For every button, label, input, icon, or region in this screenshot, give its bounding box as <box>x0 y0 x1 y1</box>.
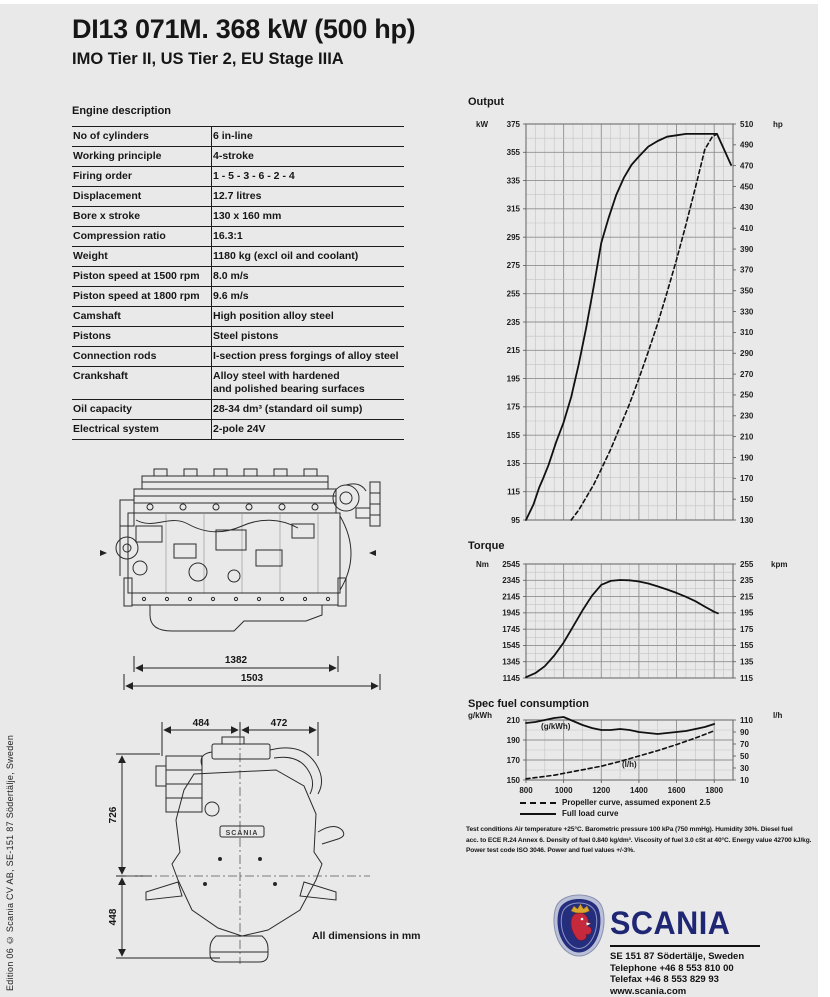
torque-chart-title: Torque <box>468 540 505 552</box>
address-line: SE 151 87 Södertälje, Sweden <box>610 951 745 962</box>
svg-text:kpm: kpm <box>771 560 788 569</box>
svg-text:(g/kWh): (g/kWh) <box>541 722 571 731</box>
svg-text:2145: 2145 <box>502 592 520 602</box>
svg-text:235: 235 <box>506 317 520 327</box>
svg-text:115: 115 <box>740 673 753 683</box>
svg-text:110: 110 <box>740 715 753 725</box>
svg-text:95: 95 <box>511 515 520 525</box>
svg-text:Nm: Nm <box>476 560 489 569</box>
svg-text:1745: 1745 <box>502 624 520 634</box>
svg-text:315: 315 <box>506 204 520 214</box>
table-row: Oil capacity 28-34 dm³ (standard oil sump) <box>72 400 404 420</box>
svg-text:290: 290 <box>740 349 754 359</box>
edition-note: Edition 06 © Scania CV AB, SE-151 87 Södertälje, Sweden <box>5 734 15 991</box>
svg-text:1145: 1145 <box>502 673 520 683</box>
svg-text:230: 230 <box>740 411 754 421</box>
legend-full-load-curve: Full load curve <box>520 808 711 819</box>
svg-text:355: 355 <box>506 148 520 158</box>
table-row: Displacement 12.7 litres <box>72 187 404 207</box>
table-row: Crankshaft Alloy steel with hardened and polished bearing surfaces <box>72 367 404 400</box>
dashed-line-sample <box>520 802 556 804</box>
svg-text:1800: 1800 <box>705 786 724 795</box>
test-conditions-line: Power test code ISO 3046. Power and fuel values +/-3%. <box>466 847 635 854</box>
svg-text:g/kWh: g/kWh <box>468 711 492 720</box>
test-conditions <box>466 825 811 857</box>
svg-text:1000: 1000 <box>554 786 573 795</box>
side-dim-block-width: 1382 <box>224 655 248 666</box>
table-row: Electrical system 2-pole 24V <box>72 420 404 440</box>
address-line: Telephone +46 8 553 810 00 <box>610 962 734 974</box>
legend-propeller-curve: Propeller curve, assumed exponent 2.5 <box>520 797 711 808</box>
svg-text:190: 190 <box>506 735 520 745</box>
svg-text:330: 330 <box>740 307 754 317</box>
svg-text:370: 370 <box>740 265 754 275</box>
front-dim-right: 472 <box>270 718 288 729</box>
svg-text:1945: 1945 <box>502 608 520 618</box>
table-row: Firing order 1 - 5 - 3 - 6 - 2 - 4 <box>72 167 404 187</box>
table-row: Compression ratio 16.3:1 <box>72 227 404 247</box>
svg-text:1545: 1545 <box>502 641 520 651</box>
svg-text:1345: 1345 <box>502 657 520 667</box>
svg-text:250: 250 <box>740 390 754 400</box>
svg-text:210: 210 <box>506 715 520 725</box>
test-conditions-line: acc. to ECE R.24 Annex 6. Density of fuel 0.840 kg/dm³. Viscosity of fuel 3.0 cSt at 40°C. Energy value 42700 kJ/kg. <box>466 836 812 844</box>
svg-text:235: 235 <box>740 576 754 586</box>
svg-text:195: 195 <box>506 374 520 384</box>
svg-text:kW: kW <box>476 120 488 129</box>
svg-text:hp: hp <box>773 120 783 129</box>
output-chart-title: Output <box>468 96 505 108</box>
svg-text:175: 175 <box>740 624 754 634</box>
scania-logo-badge <box>551 893 607 959</box>
table-row: Camshaft High position alloy steel <box>72 307 404 327</box>
svg-text:115: 115 <box>507 487 520 497</box>
svg-text:170: 170 <box>740 474 754 484</box>
svg-text:310: 310 <box>740 328 754 338</box>
output-chart <box>468 110 808 530</box>
svg-text:390: 390 <box>740 244 754 254</box>
table-row: Piston speed at 1800 rpm 9.6 m/s <box>72 287 404 307</box>
svg-text:155: 155 <box>506 430 520 440</box>
svg-text:470: 470 <box>740 161 754 171</box>
table-row: Bore x stroke 130 x 160 mm <box>72 207 404 227</box>
svg-text:335: 335 <box>506 176 520 186</box>
svg-text:150: 150 <box>506 775 520 785</box>
svg-text:155: 155 <box>740 641 754 651</box>
svg-text:350: 350 <box>740 286 754 296</box>
svg-text:175: 175 <box>506 402 520 412</box>
svg-text:l/h: l/h <box>773 711 783 720</box>
engine-side-view-drawing <box>70 460 406 710</box>
svg-text:130: 130 <box>740 515 754 525</box>
footer-rule <box>610 945 760 947</box>
table-row: Connection rods I-section press forgings of alloy steel <box>72 347 404 367</box>
address-line: www.scania.com <box>610 985 687 997</box>
svg-text:(l/h): (l/h) <box>621 760 637 769</box>
svg-text:275: 275 <box>506 261 520 271</box>
address-line: Telefax +46 8 553 829 93 <box>610 974 719 985</box>
svg-text:430: 430 <box>740 203 754 213</box>
svg-text:270: 270 <box>740 369 754 379</box>
svg-text:255: 255 <box>740 559 754 569</box>
svg-text:255: 255 <box>506 289 520 299</box>
page-subtitle: IMO Tier II, US Tier 2, EU Stage IIIA <box>72 50 344 68</box>
svg-text:210: 210 <box>740 432 754 442</box>
engine-description-table <box>72 126 404 440</box>
svg-text:135: 135 <box>506 459 520 469</box>
front-dim-height-top: 726 <box>108 806 119 824</box>
footer-address <box>610 951 744 997</box>
dimensions-note: All dimensions in mm <box>312 930 421 942</box>
svg-text:410: 410 <box>740 224 754 234</box>
svg-text:215: 215 <box>506 346 520 356</box>
table-row: Weight 1180 kg (excl oil and coolant) <box>72 247 404 267</box>
svg-text:195: 195 <box>740 608 754 618</box>
page-title: DI13 071M. 368 kW (500 hp) <box>72 14 416 44</box>
svg-text:510: 510 <box>740 119 754 129</box>
svg-text:150: 150 <box>740 494 754 504</box>
chart-legend <box>520 797 711 819</box>
svg-text:215: 215 <box>740 592 754 602</box>
svg-text:2545: 2545 <box>502 559 520 569</box>
scania-wordmark: SCANIA <box>610 906 731 942</box>
solid-line-sample <box>520 813 556 815</box>
table-row: Pistons Steel pistons <box>72 327 404 347</box>
svg-text:90: 90 <box>740 727 749 737</box>
svg-text:375: 375 <box>506 119 520 129</box>
svg-text:10: 10 <box>740 775 749 785</box>
front-dim-left: 484 <box>192 718 210 729</box>
torque-chart <box>468 556 808 684</box>
svg-text:1600: 1600 <box>667 786 686 795</box>
svg-text:70: 70 <box>740 739 749 749</box>
svg-text:50: 50 <box>740 751 749 761</box>
fuel-chart-title: Spec fuel consumption <box>468 698 590 710</box>
engine-plate-label: SCANIA <box>225 830 259 837</box>
svg-text:190: 190 <box>740 453 754 463</box>
svg-text:2345: 2345 <box>502 576 520 586</box>
test-conditions-line: Test conditions Air temperature +25°C. Barometric pressure 100 kPa (750 mmHg). Humidity 30%. Diesel fuel <box>466 826 793 833</box>
svg-text:135: 135 <box>740 657 754 667</box>
svg-text:170: 170 <box>506 755 520 765</box>
table-row: Piston speed at 1500 rpm 8.0 m/s <box>72 267 404 287</box>
engine-description-heading: Engine description <box>72 105 172 117</box>
svg-text:490: 490 <box>740 140 754 150</box>
svg-text:1200: 1200 <box>592 786 611 795</box>
svg-text:1400: 1400 <box>630 786 648 795</box>
side-dim-total-width: 1503 <box>240 673 264 684</box>
table-row: No of cylinders 6 in-line <box>72 127 404 147</box>
fuel-chart <box>468 710 808 798</box>
svg-text:295: 295 <box>506 232 520 242</box>
svg-text:800: 800 <box>519 786 533 795</box>
table-row: Working principle 4-stroke <box>72 147 404 167</box>
engine-front-view-drawing <box>70 714 406 966</box>
svg-text:450: 450 <box>740 182 754 192</box>
front-dim-height-bottom: 448 <box>108 908 119 926</box>
datasheet-page <box>0 4 818 997</box>
svg-text:30: 30 <box>740 763 749 773</box>
